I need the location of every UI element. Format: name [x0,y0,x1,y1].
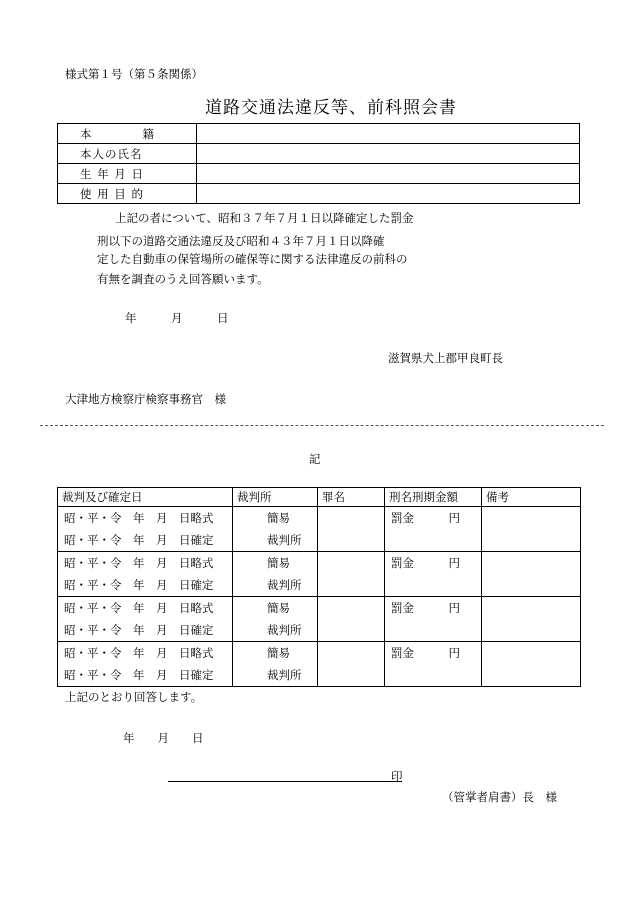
court-line-kan-i: 簡易 [267,556,290,570]
info-value[interactable] [197,124,580,144]
date-line-kakutei: 昭・平・令 年 月 日確定 [64,533,214,547]
penalty-cell[interactable] [385,642,482,687]
page-title: 道路交通法違反等、前科照会書 [205,98,457,118]
form-number: 様式第１号（第５条関係） [65,67,203,81]
body-line: 上記の者について、昭和３７年７月１日以降確定した罰金 [115,211,414,225]
penalty-line: 罰金 円 [391,511,460,525]
table-row [58,552,581,597]
court-line-kan-i: 簡易 [267,511,290,525]
court-cell[interactable] [233,597,318,642]
signature-line [168,781,402,782]
court-cell[interactable] [233,552,318,597]
crime-cell[interactable] [318,597,385,642]
court-line-saibansho: 裁判所 [267,623,302,637]
date-line-ryakushiki: 昭・平・令 年 月 日略式 [64,646,214,660]
info-row [58,144,580,164]
note-cell[interactable] [482,642,581,687]
request-date: 年 月 日 [125,311,229,325]
recipient: 大津地方検察庁検察事務官 様 [65,392,226,406]
info-row [58,164,580,184]
court-line-kan-i: 簡易 [267,646,290,660]
info-label: 本人の氏名 [58,144,197,164]
date-cell[interactable] [58,507,233,552]
header-cell: 裁判及び確定日 [58,488,233,507]
header-cell: 備考 [482,488,581,507]
table-row [58,642,581,687]
court-line-saibansho: 裁判所 [267,578,302,592]
note-cell[interactable] [482,597,581,642]
date-line-kakutei: 昭・平・令 年 月 日確定 [64,668,214,682]
crime-cell[interactable] [318,642,385,687]
info-table [57,123,580,204]
info-label: 使 用 目 的 [58,184,197,204]
court-line-kan-i: 簡易 [267,601,290,615]
date-line-ryakushiki: 昭・平・令 年 月 日略式 [64,601,214,615]
seal-mark: 印 [391,769,403,783]
header-cell: 裁判所 [233,488,318,507]
table-row [58,597,581,642]
note-cell[interactable] [482,507,581,552]
date-cell[interactable] [58,597,233,642]
court-line-saibansho: 裁判所 [267,533,302,547]
info-row [58,184,580,204]
info-label: 本 籍 [58,124,197,144]
info-value[interactable] [197,164,580,184]
crime-cell[interactable] [318,552,385,597]
date-cell[interactable] [58,552,233,597]
table-row [58,507,581,552]
date-cell[interactable] [58,642,233,687]
note-cell[interactable] [482,552,581,597]
date-line-ryakushiki: 昭・平・令 年 月 日略式 [64,511,214,525]
body-line: 定した自動車の保管場所の確保等に関する法律違反の前科の [97,252,408,266]
answer-line: 上記のとおり回答します。 [65,690,203,704]
info-row [58,124,580,144]
penalty-line: 罰金 円 [391,601,460,615]
result-table [57,487,581,687]
body-line: 有無を調査のうえ回答願います。 [97,272,269,286]
crime-cell[interactable] [318,507,385,552]
penalty-cell[interactable] [385,597,482,642]
signatory: （管掌者肩書）長 様 [442,790,557,804]
date-line-ryakushiki: 昭・平・令 年 月 日略式 [64,556,214,570]
info-value[interactable] [197,184,580,204]
penalty-line: 罰金 円 [391,556,460,570]
info-label: 生 年 月 日 [58,164,197,184]
date-line-kakutei: 昭・平・令 年 月 日確定 [64,623,214,637]
ki-heading: 記 [309,452,321,466]
penalty-cell[interactable] [385,552,482,597]
cut-line [40,425,604,426]
info-value[interactable] [197,144,580,164]
header-cell: 罪名 [318,488,385,507]
court-cell[interactable] [233,642,318,687]
header-cell: 刑名刑期金額 [385,488,482,507]
answer-date: 年 月 日 [123,731,204,745]
court-cell[interactable] [233,507,318,552]
body-line: 刑以下の道路交通法違反及び昭和４３年７月１日以降確 [97,234,385,248]
date-line-kakutei: 昭・平・令 年 月 日確定 [64,578,214,592]
court-line-saibansho: 裁判所 [267,668,302,682]
penalty-cell[interactable] [385,507,482,552]
sender: 滋賀県犬上郡甲良町長 [388,351,503,365]
penalty-line: 罰金 円 [391,646,460,660]
